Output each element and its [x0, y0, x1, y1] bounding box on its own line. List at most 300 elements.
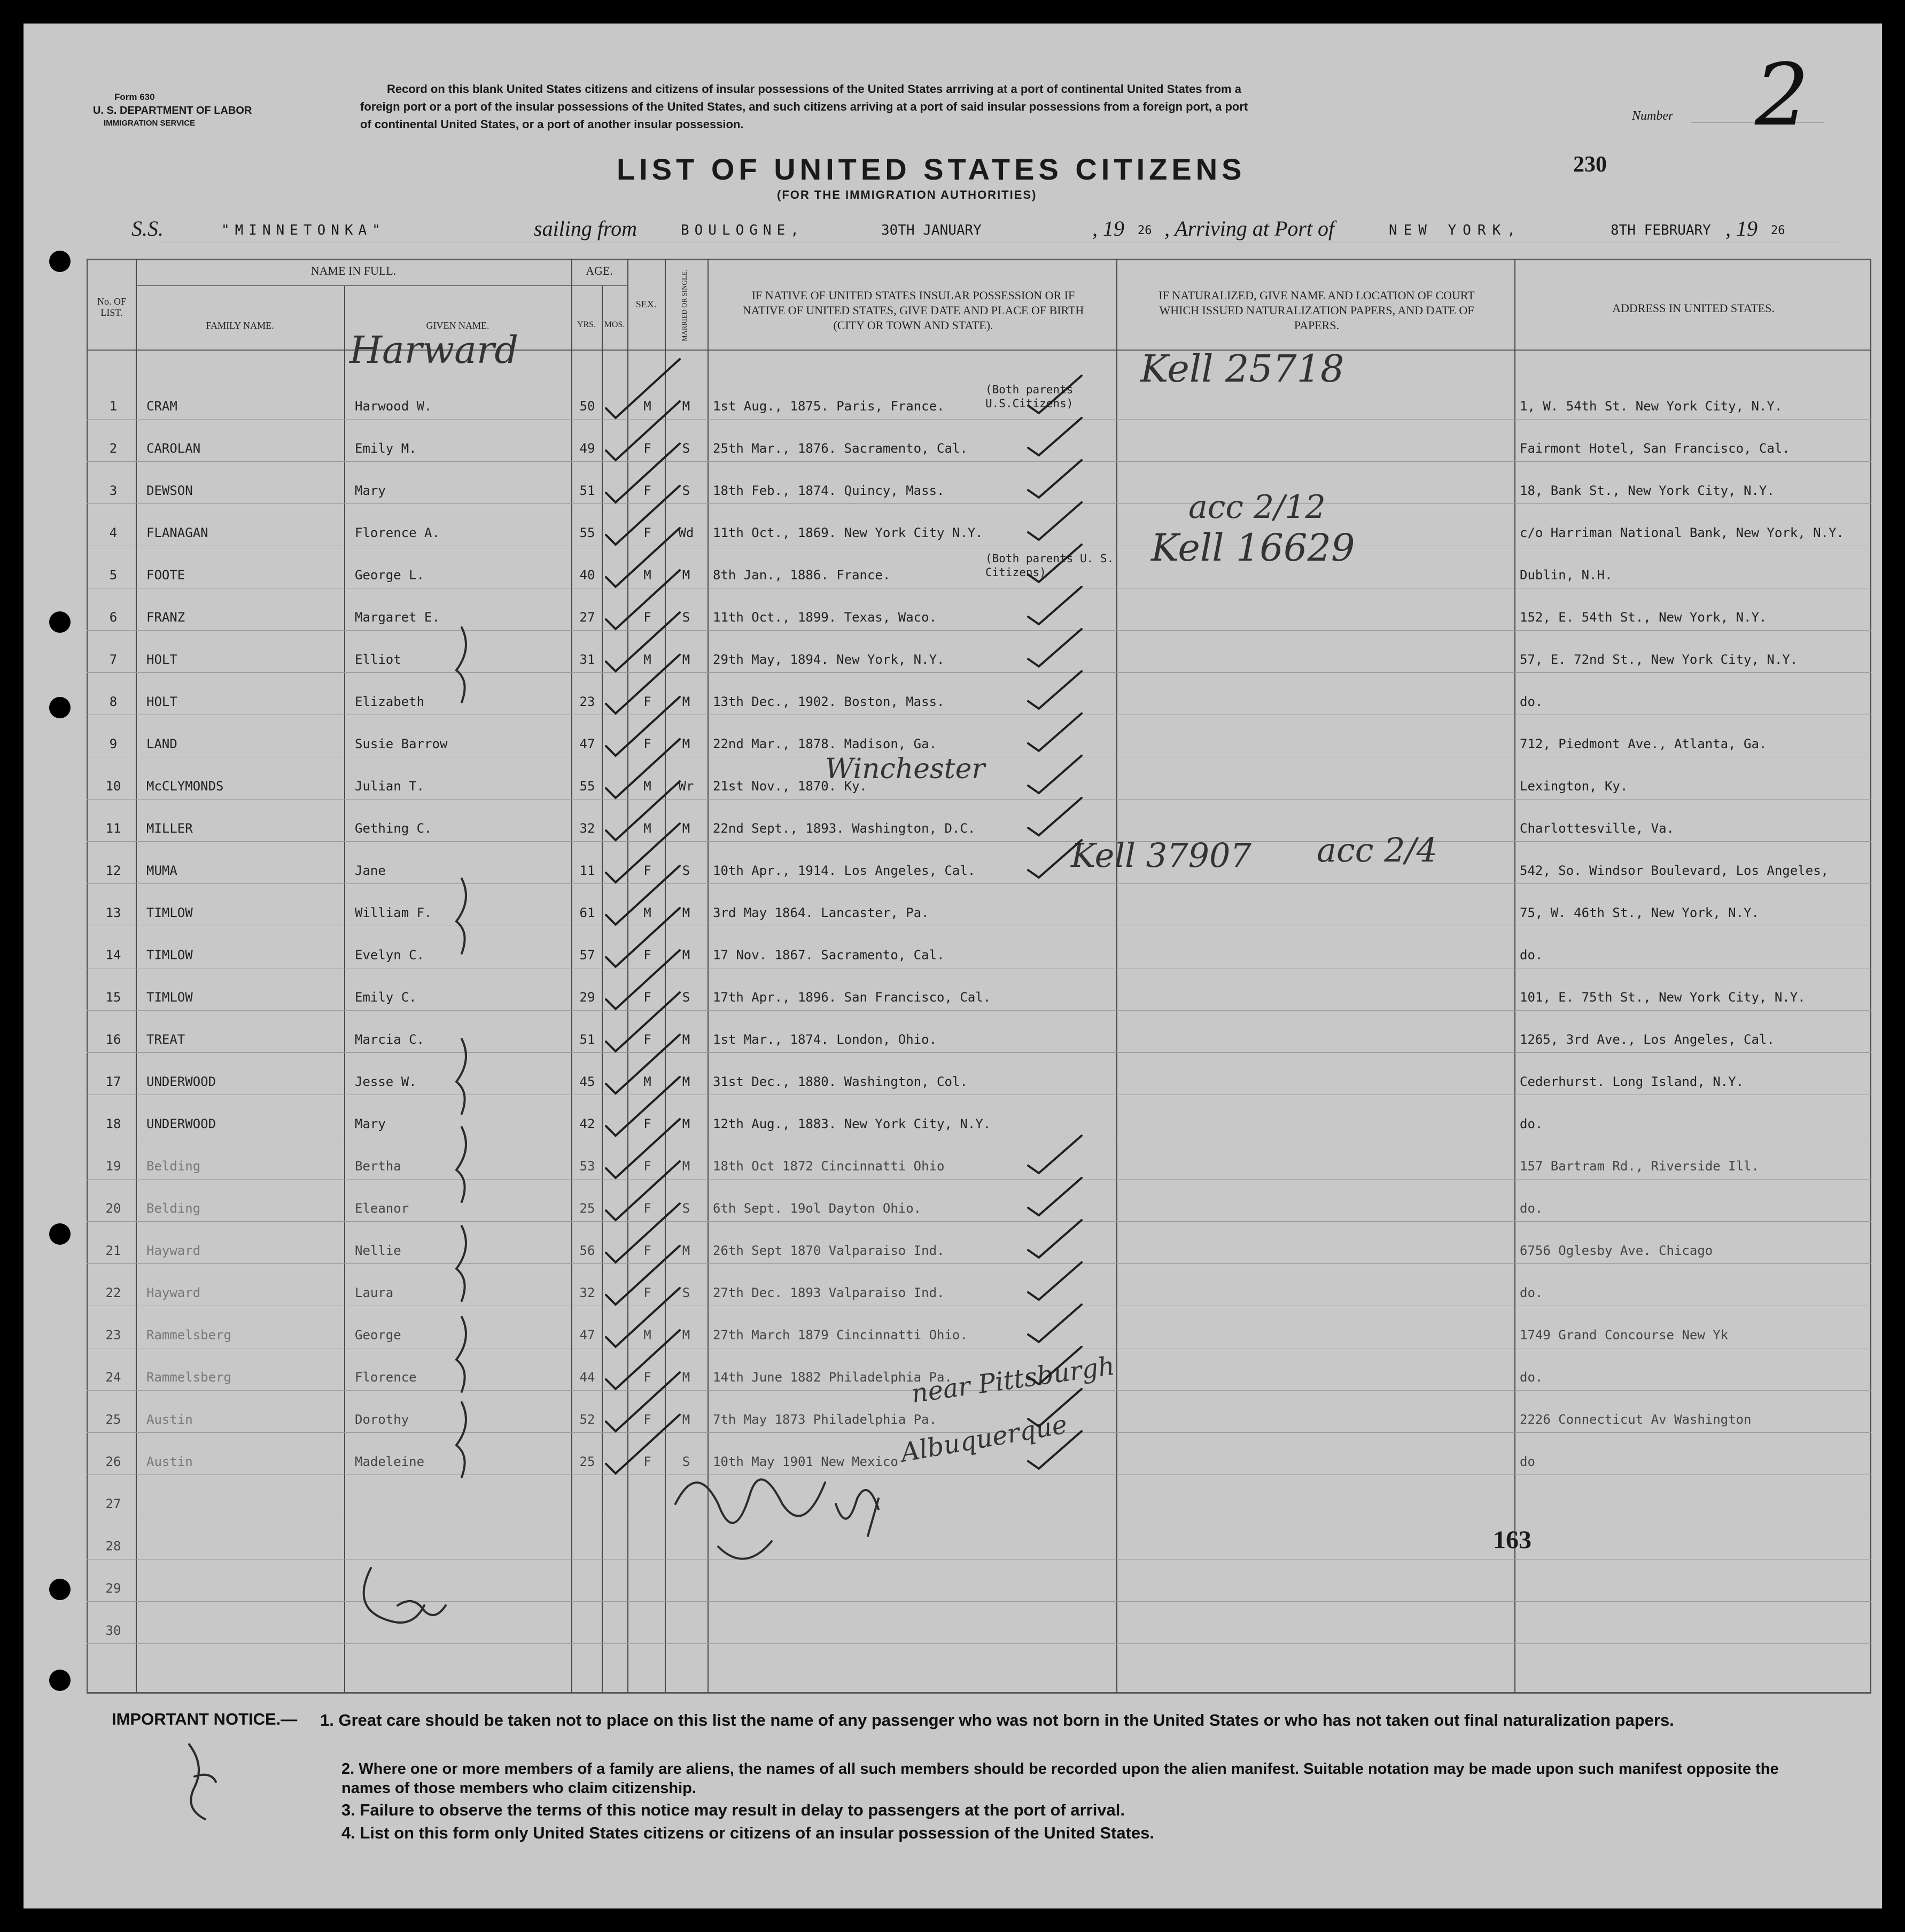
address: 101, E. 75th St., New York City, N.Y.: [1520, 990, 1806, 1005]
check-mark: [606, 612, 680, 671]
header-yrs: YRS.: [577, 320, 596, 329]
row-number: 6: [109, 610, 118, 625]
sex: F: [643, 1201, 651, 1216]
check-mark: [1028, 460, 1082, 498]
arriving-label: , Arriving at Port of: [1164, 216, 1335, 240]
sex: F: [643, 1159, 651, 1174]
signature-scrawl: [836, 1490, 878, 1536]
birth-info: 11th Oct., 1869. New York City N.Y.: [713, 525, 983, 540]
handwritten-winchester: Winchester: [825, 753, 985, 785]
header-list-number: No. OF LIST.: [97, 296, 126, 318]
row-number: 11: [105, 821, 121, 836]
row-number: 5: [109, 568, 118, 583]
marital-status: S: [682, 990, 690, 1005]
address: 712, Piedmont Ave., Atlanta, Ga.: [1520, 736, 1767, 751]
address: do.: [1520, 1370, 1543, 1385]
sex: F: [643, 1412, 651, 1427]
ship-name: "MINNETONKA": [221, 222, 386, 238]
departure-year: 26: [1138, 224, 1152, 237]
given-name: Harwood W.: [355, 399, 432, 414]
address: 57, E. 72nd St., New York City, N.Y.: [1520, 652, 1798, 667]
marital-status: M: [682, 1328, 690, 1343]
birth-info: 14th June 1882 Philadelphia Pa.: [713, 1370, 952, 1385]
given-name: Elliot: [355, 652, 401, 667]
marital-status: S: [682, 483, 690, 498]
handwritten-harward: Harward: [349, 328, 519, 372]
check-mark: [606, 908, 680, 967]
check-mark: [606, 486, 680, 545]
row-number: 10: [105, 779, 121, 794]
check-mark: [1028, 629, 1082, 666]
notice-item-3: 3. Failure to observe the terms of this notice may result in delay to passengers at the port of arrival.: [341, 1801, 1125, 1819]
given-name: Gething C.: [355, 821, 432, 836]
handwritten-kell-2: Kell 16629: [1151, 526, 1355, 570]
birth-info: 6th Sept. 19ol Dayton Ohio.: [713, 1201, 922, 1216]
birth-info: 26th Sept 1870 Valparaiso Ind.: [713, 1243, 945, 1258]
row-number: 9: [109, 736, 118, 751]
header-married-single: MARRIED OR SINGLE.: [680, 270, 688, 342]
check-mark: [606, 824, 680, 882]
age-years: 25: [579, 1454, 595, 1469]
birth-info: 18th Oct 1872 Cincinnatti Ohio: [713, 1159, 945, 1174]
header-birth: IF NATIVE OF UNITED STATES INSULAR POSSESSION OR IF NATIVE OF UNITED STATES, GIVE DATE AND PLACE OF BIRTH (CITY OR TOWN AND STATE).: [742, 289, 1084, 332]
marital-status: M: [682, 652, 690, 667]
age-years: 11: [579, 863, 595, 878]
birth-info: 21st Nov., 1870. Ky.: [713, 779, 867, 794]
row-number: 29: [105, 1581, 121, 1596]
header-age: AGE.: [586, 264, 613, 277]
address: 18, Bank St., New York City, N.Y.: [1520, 483, 1775, 498]
given-name: Julian T.: [355, 779, 425, 794]
row-number: 13: [105, 905, 121, 920]
header-address: ADDRESS IN UNITED STATES.: [1612, 301, 1775, 315]
family-name: MILLER: [146, 821, 193, 836]
family-name: Belding: [146, 1159, 201, 1174]
sex: M: [643, 399, 651, 414]
age-years: 49: [579, 441, 595, 456]
address: Cederhurst. Long Island, N.Y.: [1520, 1074, 1744, 1089]
row-number: 15: [105, 990, 121, 1005]
header-given-name: GIVEN NAME.: [426, 320, 489, 331]
age-years: 47: [579, 1328, 595, 1343]
birth-info: 27th March 1879 Cincinnatti Ohio.: [713, 1328, 968, 1343]
marital-status: S: [682, 1201, 690, 1216]
sex: F: [643, 863, 651, 878]
check-mark: [1028, 376, 1082, 413]
marital-status: M: [682, 1370, 690, 1385]
brace-mark: [456, 1127, 466, 1202]
family-name: HOLT: [146, 694, 177, 709]
birth-info: 13th Dec., 1902. Boston, Mass.: [713, 694, 945, 709]
check-mark: [1028, 1262, 1082, 1300]
age-years: 53: [579, 1159, 595, 1174]
family-name: Hayward: [146, 1243, 201, 1258]
notice-item-4: 4. List on this form only United States citizens or citizens of an insular possession of the United States.: [341, 1824, 1154, 1842]
age-years: 32: [579, 1285, 595, 1300]
check-mark: [606, 1035, 680, 1093]
row-number: 16: [105, 1032, 121, 1047]
family-name: Rammelsberg: [146, 1328, 231, 1343]
age-years: 27: [579, 610, 595, 625]
check-mark: [1028, 418, 1082, 455]
birth-info: 17 Nov. 1867. Sacramento, Cal.: [713, 948, 945, 963]
marital-status: S: [682, 610, 690, 625]
family-name: McCLYMONDS: [146, 779, 224, 794]
family-name: UNDERWOOD: [146, 1074, 216, 1089]
sex: F: [643, 1116, 651, 1131]
marital-status: M: [682, 1074, 690, 1089]
check-mark: [1028, 798, 1082, 835]
check-mark: [606, 570, 680, 629]
address: 542, So. Windsor Boulevard, Los Angeles,: [1520, 863, 1829, 878]
birth-info: 31st Dec., 1880. Washington, Col.: [713, 1074, 968, 1089]
check-mark: [1028, 502, 1082, 540]
age-years: 55: [579, 779, 595, 794]
address: 1, W. 54th St. New York City, N.Y.: [1520, 399, 1783, 414]
instructions-line-2: foreign port or a port of the insular possessions of the United States, and such citizens arriving at a port of said insular possessions from a foreign port, a port: [360, 100, 1248, 113]
age-years: 40: [579, 568, 595, 583]
check-mark: [1028, 713, 1082, 751]
header-mos: MOS.: [604, 320, 625, 329]
family-name: Hayward: [146, 1285, 201, 1300]
birth-info: 10th Apr., 1914. Los Angeles, Cal.: [713, 863, 976, 878]
family-name: TIMLOW: [146, 948, 193, 963]
brace-mark: [456, 1317, 466, 1392]
row-number: 4: [109, 525, 118, 540]
row-number: 18: [105, 1116, 121, 1131]
birth-info: 27th Dec. 1893 Valparaiso Ind.: [713, 1285, 945, 1300]
sex: F: [643, 1285, 651, 1300]
family-name: Rammelsberg: [146, 1370, 231, 1385]
row-number: 27: [105, 1496, 121, 1511]
family-name: Austin: [146, 1412, 193, 1427]
arrival-date: 8TH FEBRUARY: [1611, 222, 1711, 238]
address: 157 Bartram Rd., Riverside Ill.: [1520, 1159, 1759, 1174]
given-name: George L.: [355, 568, 425, 583]
family-name: TREAT: [146, 1032, 185, 1047]
given-name: William F.: [355, 905, 432, 920]
row-number: 24: [105, 1370, 121, 1385]
marital-status: S: [682, 441, 690, 456]
family-name: CRAM: [146, 399, 177, 414]
age-years: 51: [579, 483, 595, 498]
page-title: LIST OF UNITED STATES CITIZENS: [617, 152, 1246, 186]
given-name: Jane: [355, 863, 386, 878]
birth-note: (Both parents U. S. Citizens): [985, 552, 1114, 579]
check-mark: [606, 950, 680, 1009]
check-mark: [606, 1119, 680, 1178]
brace-mark: [456, 627, 466, 702]
check-mark: [1028, 1305, 1082, 1342]
address: Charlottesville, Va.: [1520, 821, 1674, 836]
sex: M: [643, 1074, 651, 1089]
family-name: TIMLOW: [146, 990, 193, 1005]
row-number: 7: [109, 652, 118, 667]
family-name: MUMA: [146, 863, 177, 878]
age-years: 61: [579, 905, 595, 920]
check-mark: [1028, 545, 1082, 582]
check-mark: [606, 655, 680, 713]
sex: F: [643, 610, 651, 625]
arrival-port: NEW YORK,: [1389, 222, 1522, 238]
given-name: Evelyn C.: [355, 948, 425, 963]
birth-info: 8th Jan., 1886. France.: [713, 568, 891, 583]
check-mark: [606, 781, 680, 840]
departure-port: BOULOGNE,: [681, 222, 804, 238]
check-mark: [1028, 1220, 1082, 1258]
check-mark: [1028, 1136, 1082, 1173]
given-name: Elizabeth: [355, 694, 425, 709]
age-years: 32: [579, 821, 595, 836]
check-mark: [1028, 671, 1082, 709]
marital-status: M: [682, 1032, 690, 1047]
given-name: Florence: [355, 1370, 417, 1385]
address: 1265, 3rd Ave., Los Angeles, Cal.: [1520, 1032, 1775, 1047]
sailing-from-label: sailing from: [534, 216, 637, 240]
number-value: 2: [1755, 45, 1809, 145]
check-mark: [606, 528, 680, 587]
family-name: Austin: [146, 1454, 193, 1469]
given-name: Florence A.: [355, 525, 440, 540]
notice-item-1: 1. Great care should be taken not to place on this list the name of any passenger who was not born in the United States or who has not taken out final naturalization papers.: [320, 1711, 1674, 1729]
sex: F: [643, 1243, 651, 1258]
instructions-line-1: Record on this blank United States citizens and citizens of insular possessions of the United States arrriving at a port of continental United States from a: [387, 82, 1241, 96]
age-years: 23: [579, 694, 595, 709]
given-name: Marcia C.: [355, 1032, 425, 1047]
check-mark: [606, 1288, 680, 1347]
check-mark: [606, 401, 680, 460]
marital-status: M: [682, 1159, 690, 1174]
check-mark: [1028, 1347, 1082, 1384]
age-years: 52: [579, 1412, 595, 1427]
birth-info: 22nd Sept., 1893. Washington, D.C.: [713, 821, 976, 836]
birth-info: 22nd Mar., 1878. Madison, Ga.: [713, 736, 937, 751]
birth-info: 18th Feb., 1874. Quincy, Mass.: [713, 483, 945, 498]
birth-info: 12th Aug., 1883. New York City, N.Y.: [713, 1116, 991, 1131]
check-mark: [606, 866, 680, 925]
check-mark: [606, 1161, 680, 1220]
row-number: 8: [109, 694, 118, 709]
marital-status: M: [682, 568, 690, 583]
family-name: HOLT: [146, 652, 177, 667]
number-label: Number: [1632, 109, 1674, 123]
sex: M: [643, 1328, 651, 1343]
birth-info: 7th May 1873 Philadelphia Pa.: [713, 1412, 937, 1427]
marital-status: M: [682, 1412, 690, 1427]
row-number: 28: [105, 1539, 121, 1554]
sex: F: [643, 1454, 651, 1469]
birth-info: 3rd May 1864. Lancaster, Pa.: [713, 905, 929, 920]
given-name: Emily M.: [355, 441, 417, 456]
row-number: 19: [105, 1159, 121, 1174]
age-years: 45: [579, 1074, 595, 1089]
handwritten-marks: [24, 24, 1882, 1908]
given-name: Mary: [355, 483, 386, 498]
given-name: Dorothy: [355, 1412, 409, 1427]
check-mark: [1028, 1431, 1082, 1469]
given-name: George: [355, 1328, 401, 1343]
age-years: 31: [579, 652, 595, 667]
manifest-sheet: [24, 24, 1882, 1908]
row-number: 2: [109, 441, 118, 456]
check-mark: [1028, 756, 1082, 793]
check-mark: [606, 1330, 680, 1389]
marital-status: Wd: [678, 525, 694, 540]
sex: F: [643, 441, 651, 456]
address: Lexington, Ky.: [1520, 779, 1628, 794]
row-number: 22: [105, 1285, 121, 1300]
departure-date: 30TH JANUARY: [881, 222, 982, 238]
given-name: Nellie: [355, 1243, 401, 1258]
sex: M: [643, 568, 651, 583]
sex: M: [643, 779, 651, 794]
stamp-163: 163: [1493, 1526, 1531, 1554]
age-years: 42: [579, 1116, 595, 1131]
address: Fairmont Hotel, San Francisco, Cal.: [1520, 441, 1790, 456]
family-name: LAND: [146, 736, 177, 751]
family-name: TIMLOW: [146, 905, 193, 920]
row-number: 26: [105, 1454, 121, 1469]
form-number: Form 630: [114, 92, 155, 102]
handwritten-albuquerque: Albuquerque: [898, 1409, 1070, 1468]
age-years: 29: [579, 990, 595, 1005]
handwritten-kell-1: Kell 25718: [1140, 347, 1344, 391]
row-number: 14: [105, 948, 121, 963]
brace-mark: [456, 1226, 466, 1301]
check-mark: [606, 359, 680, 418]
marital-status: M: [682, 736, 690, 751]
family-name: Belding: [146, 1201, 201, 1216]
arrival-year-prefix: , 19: [1725, 216, 1758, 240]
marital-status: M: [682, 1243, 690, 1258]
birth-info: 11th Oct., 1899. Texas, Waco.: [713, 610, 937, 625]
brace-mark: [456, 1402, 466, 1477]
age-years: 51: [579, 1032, 595, 1047]
address: do: [1520, 1454, 1535, 1469]
age-years: 55: [579, 525, 595, 540]
given-name: Emily C.: [355, 990, 417, 1005]
address: do.: [1520, 1201, 1543, 1216]
handwritten-near-pittsburgh: near Pittsburgh: [909, 1351, 1117, 1409]
family-name: FRANZ: [146, 610, 185, 625]
family-name: DEWSON: [146, 483, 193, 498]
birth-info: 25th Mar., 1876. Sacramento, Cal.: [713, 441, 968, 456]
birth-info: 10th May 1901 New Mexico: [713, 1454, 898, 1469]
sex: F: [643, 525, 651, 540]
address: 75, W. 46th St., New York, N.Y.: [1520, 905, 1759, 920]
age-years: 25: [579, 1201, 595, 1216]
sex: F: [643, 948, 651, 963]
row-number: 3: [109, 483, 118, 498]
marital-status: Wr: [678, 779, 694, 794]
given-name: Bertha: [355, 1159, 401, 1174]
brace-mark: [456, 1039, 466, 1114]
family-name: UNDERWOOD: [146, 1116, 216, 1131]
sex: M: [643, 821, 651, 836]
signature-scrawl: [675, 1479, 825, 1558]
age-years: 44: [579, 1370, 595, 1385]
signature-scrawl: [189, 1744, 216, 1819]
check-mark: [606, 1204, 680, 1262]
address: do.: [1520, 694, 1543, 709]
birth-info: 17th Apr., 1896. San Francisco, Cal.: [713, 990, 991, 1005]
check-mark: [606, 444, 680, 502]
check-mark: [1028, 1389, 1082, 1426]
header-sex: SEX.: [635, 299, 657, 309]
department-name: U. S. DEPARTMENT OF LABOR: [93, 105, 252, 117]
check-mark: [606, 1246, 680, 1305]
instructions-line-3: of continental United States, or a port of another insular possession.: [360, 118, 744, 131]
given-name: Mary: [355, 1116, 386, 1131]
signature-scrawl: [364, 1568, 446, 1623]
header-family-name: FAMILY NAME.: [206, 320, 274, 331]
row-number: 1: [109, 399, 118, 414]
given-name: Jesse W.: [355, 1074, 417, 1089]
address: 2226 Connecticut Av Washington: [1520, 1412, 1752, 1427]
family-name: CAROLAN: [146, 441, 201, 456]
age-years: 56: [579, 1243, 595, 1258]
marital-status: M: [682, 905, 690, 920]
handwritten-acc-2: acc 2/4: [1317, 831, 1437, 870]
header-name-in-full: NAME IN FULL.: [310, 264, 396, 277]
row-number: 23: [105, 1328, 121, 1343]
check-mark: [606, 1415, 680, 1473]
address: 6756 Oglesby Ave. Chicago: [1520, 1243, 1713, 1258]
check-mark: [1028, 587, 1082, 624]
given-name: Madeleine: [355, 1454, 425, 1469]
handwritten-acc-1: acc 2/12: [1188, 488, 1326, 526]
check-mark: [606, 739, 680, 798]
marital-status: M: [682, 821, 690, 836]
header-naturalized: IF NATURALIZED, GIVE NAME AND LOCATION OF COURT WHICH ISSUED NATURALIZATION PAPERS, AND DATE OF PAPERS.: [1158, 289, 1475, 332]
sex: M: [643, 905, 651, 920]
row-number: 20: [105, 1201, 121, 1216]
given-name: Eleanor: [355, 1201, 409, 1216]
age-years: 47: [579, 736, 595, 751]
birth-info: 29th May, 1894. New York, N.Y.: [713, 652, 945, 667]
arrival-year: 26: [1771, 224, 1785, 237]
marital-status: S: [682, 863, 690, 878]
family-name: FLANAGAN: [146, 525, 208, 540]
address: Dublin, N.H.: [1520, 568, 1613, 583]
row-number: 17: [105, 1074, 121, 1089]
marital-status: M: [682, 948, 690, 963]
address: do.: [1520, 1285, 1543, 1300]
brace-mark: [456, 879, 466, 953]
marital-status: M: [682, 694, 690, 709]
sex: F: [643, 990, 651, 1005]
age-years: 50: [579, 399, 595, 414]
birth-info: 1st Aug., 1875. Paris, France.: [713, 399, 945, 414]
row-number: 12: [105, 863, 121, 878]
address: 1749 Grand Concourse New Yk: [1520, 1328, 1729, 1343]
sex: F: [643, 1032, 651, 1047]
check-mark: [606, 992, 680, 1051]
address: do.: [1520, 1116, 1543, 1131]
row-number: 30: [105, 1623, 121, 1638]
sex: F: [643, 1370, 651, 1385]
check-mark: [606, 697, 680, 756]
sex: F: [643, 736, 651, 751]
address: do.: [1520, 948, 1543, 963]
handwritten-kell-3: Kell 37907: [1071, 836, 1251, 875]
sex: F: [643, 483, 651, 498]
notice-item-2: 2. Where one or more members of a family are aliens, the names of all such members should be recorded upon the alien manifest. Suitable notation may be made upon such manifest opposite the names of those members who claim citizenship.: [341, 1760, 1779, 1797]
given-name: Margaret E.: [355, 610, 440, 625]
page-stamp: 230: [1573, 152, 1607, 177]
row-number: 21: [105, 1243, 121, 1258]
service-name: IMMIGRATION SERVICE: [104, 119, 196, 128]
